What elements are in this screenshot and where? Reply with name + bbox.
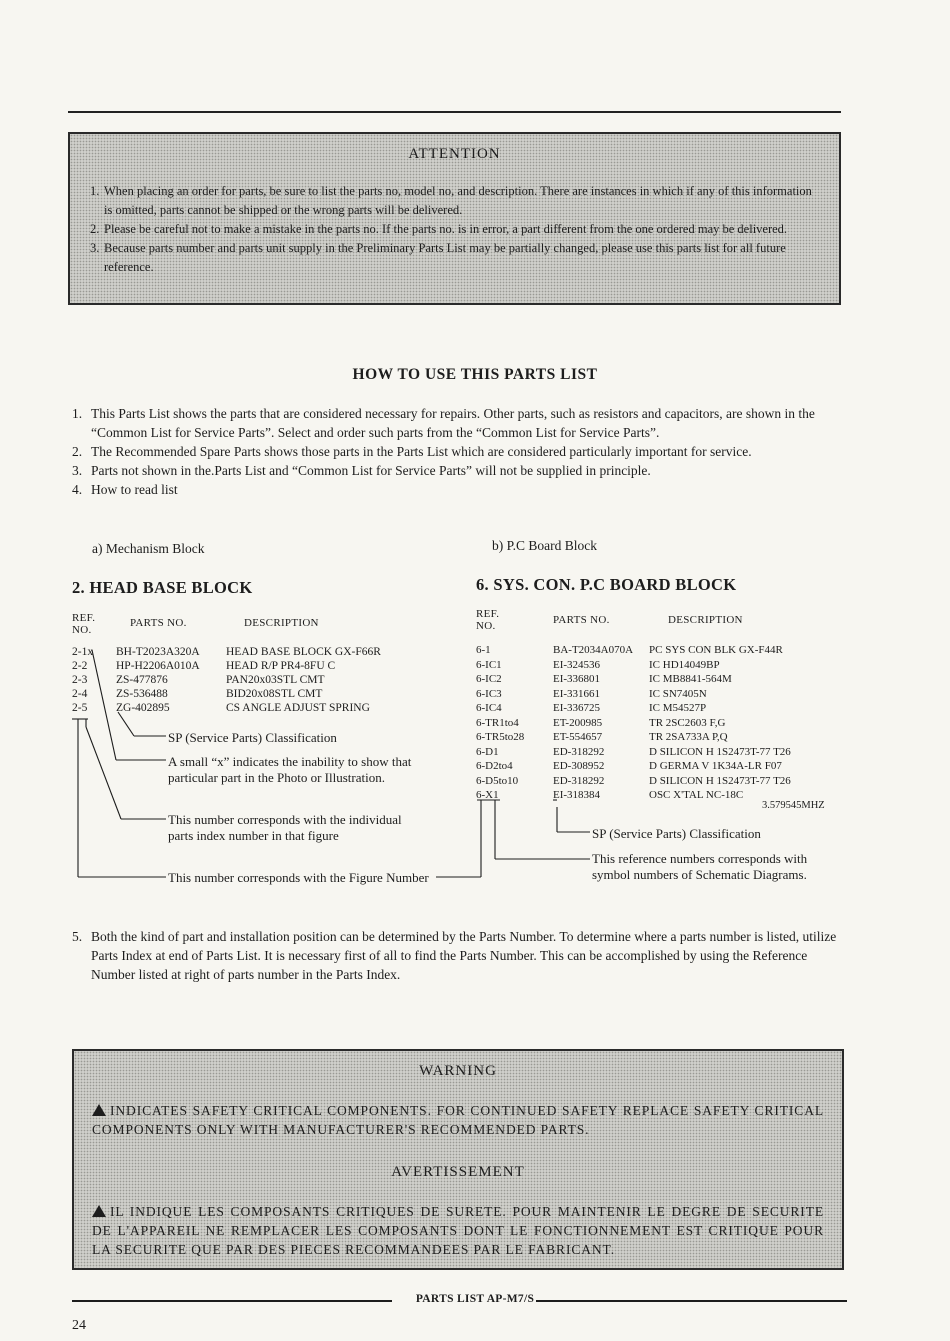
attention-item: 3. Because parts number and parts unit supply in the Preliminary Parts List may be partially changed, please use this parts list for all future reference. <box>90 241 786 274</box>
table-row: 6-1 BA-T2034A070A PC SYS CON BLK GX-F44R <box>476 644 783 656</box>
syscon-col-parts: PARTS NO. <box>553 614 610 626</box>
head-col-desc: DESCRIPTION <box>244 617 319 629</box>
footer-label: PARTS LIST AP-M7/S <box>415 1293 535 1305</box>
syscon-block-title: 6. SYS. CON. P.C BOARD BLOCK <box>476 575 737 594</box>
table-row: 6-D5to10 ED-318292 D SILICON H 1S2473T-77 T26 <box>476 774 791 787</box>
top-rule <box>68 111 841 113</box>
syscon-col-ref: REF. NO. <box>476 608 500 632</box>
howto-list <box>72 404 842 499</box>
warning-triangle-icon <box>92 1104 106 1116</box>
warning-box <box>72 1049 844 1270</box>
table-row: 6-IC2 EI-336801 IC MB8841-564M <box>476 673 732 685</box>
table-row: 2-4 ZS-536488 BID20x08STL CMT <box>72 688 323 700</box>
table-row: 2-3 ZS-477876 PAN20x03STL CMT <box>72 674 325 686</box>
callout-sp-syscon: SP (Service Parts) Classification <box>592 826 761 841</box>
table-row: 2-2 HP-H2206A010A HEAD R/P PR4-8FU C <box>72 660 336 672</box>
table-row: 2-5 ZG-402895 CS ANGLE ADJUST SPRING <box>72 702 370 714</box>
attention-box <box>68 132 841 305</box>
attention-item: 1. When placing an order for parts, be sure to list the parts no, model no, and description. There are instances in which if any of this information is omitted, parts cannot be shipped or the wrong parts will be delivered. <box>90 184 812 217</box>
avertissement-text: IL INDIQUE LES COMPOSANTS CRITIQUES DE SURETE. POUR MAINTENIR LE DEGRE DE SECURITE DE L'APPAREIL NE REMPLACER LES COMPOSANTS DONT LE FONCTIONNEMENT EST CRITIQUE POUR LA SECURITE QUE PAR DES PIECES RECOMMANDEES PAR LE FABRICANT. <box>92 1204 824 1257</box>
xtal-frequency: 3.579545MHZ <box>762 800 825 811</box>
table-row: 6-X1 EI-318384 OSC X'TAL NC-18C <box>476 789 744 801</box>
howto-item: 1. This Parts List shows the parts that are considered necessary for repairs. Other parts, such as resistors and capacitors, are shown in the “Common List for Service Parts”. Select and order such parts from the “Common List for Service Parts”. <box>72 406 815 440</box>
sub-heading-mechanism: a) Mechanism Block <box>92 541 205 556</box>
table-row: 6-IC3 EI-331661 IC SN7405N <box>476 687 707 700</box>
callout-figure-note: This number corresponds with the Figure Number <box>168 870 429 885</box>
head-parts-table <box>72 645 389 715</box>
table-row: 6-TR5to28 ET-554657 TR 2SA733A P,Q <box>476 731 728 743</box>
howto-title: HOW TO USE THIS PARTS LIST <box>352 366 598 383</box>
page-number: 24 <box>72 1318 86 1333</box>
howto-item-5: 5. Both the kind of part and installation position can be determined by the Parts Number. To determine where a parts number is listed, utilize Parts Index at end of Parts List. It is necessary first of all to find the Parts Number. This can be accomplished by using the Reference Number listed at right of parts number in the Parts Index. <box>72 929 837 982</box>
howto-item: 3. Parts not shown in the.Parts List and “Common List for Service Parts” will not be supplied in principle. <box>72 463 651 478</box>
warning-title: WARNING <box>419 1063 497 1079</box>
attention-title: ATTENTION <box>408 146 501 162</box>
avertissement-title: AVERTISSEMENT <box>391 1164 525 1180</box>
howto-item: 2. The Recommended Spare Parts shows those parts in the Parts List which are considered particularly important for service. <box>72 444 752 459</box>
table-row: 6-D1 ED-318292 D SILICON H 1S2473T-77 T26 <box>476 745 791 758</box>
attention-list <box>90 182 821 277</box>
head-col-parts: PARTS NO. <box>130 617 187 629</box>
callout-index-note: This number corresponds with the individual parts index number in that figure <box>168 812 402 843</box>
sub-heading-pcboard: b) P.C Board Block <box>492 538 598 553</box>
syscon-parts-table <box>476 643 799 803</box>
callout-sp-head: SP (Service Parts) Classification <box>168 730 337 745</box>
callout-ref-note: This reference numbers corresponds with symbol numbers of Schematic Diagrams. <box>592 851 808 882</box>
table-row: 6-IC4 EI-336725 IC M54527P <box>476 702 707 714</box>
table-row: 6-TR1to4 ET-200985 TR 2SC2603 F,G <box>476 716 726 729</box>
table-row: 2-1x BH-T2023A320A HEAD BASE BLOCK GX-F66R <box>72 646 381 658</box>
callout-x-note: A small “x” indicates the inability to show that particular part in the Photo or Illustration. <box>168 754 412 785</box>
table-row: 6-IC1 EI-324536 IC HD14049BP <box>476 658 720 671</box>
warning-triangle-icon <box>92 1205 106 1217</box>
table-row: 6-D2to4 ED-308952 D GERMA V 1K34A-LR F07 <box>476 760 782 772</box>
warning-text: INDICATES SAFETY CRITICAL COMPONENTS. FOR CONTINUED SAFETY REPLACE SAFETY CRITICAL COMPONENTS ONLY WITH MANUFACTURER'S RECOMMENDED PARTS. <box>92 1103 824 1137</box>
howto-item: 4. How to read list <box>72 482 178 497</box>
attention-item: 2. Please be careful not to make a mistake in the parts no. If the parts no. is in error, a part different from the one ordered may be delivered. <box>90 222 788 236</box>
head-col-ref: REF. NO. <box>72 612 96 636</box>
syscon-col-desc: DESCRIPTION <box>668 614 743 626</box>
head-block-title: 2. HEAD BASE BLOCK <box>72 578 253 597</box>
